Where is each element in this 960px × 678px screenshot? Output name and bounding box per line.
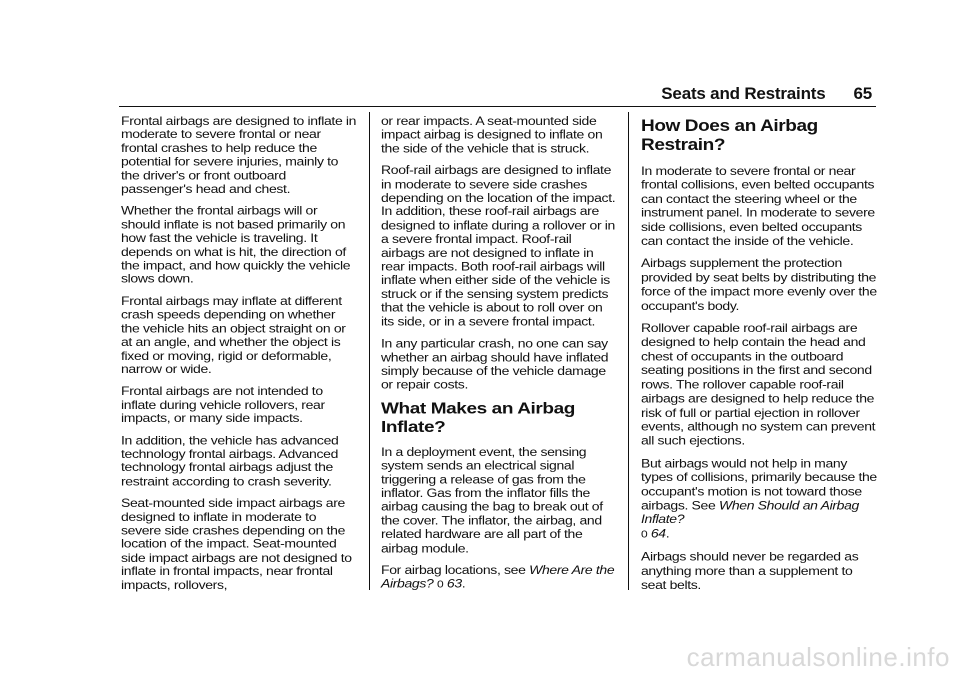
ref-page[interactable]: 63 [446, 576, 462, 591]
paragraph: Seat-mounted side impact airbags are designed to inflate in moderate to severe side crashes depending on the location of the impact. Seat-mounted side impact airbags are not designed to inflate in frontal impacts, near frontal impacts, rollovers, [121, 496, 352, 592]
paragraph: In moderate to severe frontal or near frontal collisions, even belted occupants can contact the steering wheel or the instrument panel. In moderate to severe side collisions, even belted occupants can contact the inside of the vehicle. [641, 163, 875, 248]
column-divider [369, 112, 370, 590]
ref-link[interactable]: Where Are the Airbags? [381, 563, 615, 591]
page-number: 65 [853, 84, 872, 103]
paragraph: Roof-rail airbags are designed to inflate in moderate to severe side crashes depending on the location of the impact. In addition, these roof-rail airbags are designed to inflate during a rollover or in a severe frontal impact. Roof-rail airbags are not designed to inflate in rear impacts. Both roof-rail airbags will inflate when either side of the vehicle is struck or if the sensing system predicts that the vehicle is about to roll over on its side, or in a severe frontal impact. [381, 163, 616, 328]
column-1 [121, 114, 357, 600]
column-3 [641, 114, 877, 600]
paragraph: or rear impacts. A seat-mounted side impact airbag is designed to inflate on the side of the vehicle that is struck. [381, 114, 603, 155]
page-header [661, 84, 872, 104]
ref-suffix: . [665, 526, 670, 540]
ref-page[interactable]: 64 [650, 526, 666, 540]
page-arrow-icon: 0 [437, 578, 444, 591]
ref-link[interactable]: When Should an Airbag Inflate? [641, 498, 859, 526]
column-2 [381, 114, 617, 600]
paragraph: In a deployment event, the sensing system sends an electrical signal triggering a release of gas from the inflator. Gas from the inflator fills the airbag causing the bag to break out of the cover. The inflator, the airbag, and related hardware are all part of the airbag module. [381, 445, 603, 555]
column-divider [628, 112, 629, 590]
ref-text: For airbag locations, see [381, 563, 530, 577]
paragraph: Frontal airbags are designed to inflate in moderate to severe frontal or near frontal crashes to help reduce the potential for severe injuries, mainly to the driver's or front outboard passenger's head and chest. [121, 114, 357, 196]
paragraph: Airbags supplement the protection provided by seat belts by distributing the force of the impact more evenly over the occupant's body. [641, 256, 877, 313]
cross-reference-paragraph [641, 456, 877, 541]
paragraph: Frontal airbags are not intended to inflate during vehicle rollovers, rear impacts, or many side impacts. [121, 384, 325, 425]
cross-reference-paragraph [381, 563, 617, 591]
ref-text: But airbags would not help in many types of collisions, primarily because the occupant's motion is not toward those airbags. See [641, 456, 877, 512]
paragraph: Airbags should never be regarded as anything more than a supplement to seat belts. [641, 549, 859, 592]
header-rule [119, 106, 876, 107]
section-heading: What Makes an Airbag Inflate? [381, 399, 576, 436]
paragraph: In addition, the vehicle has advanced technology frontal airbags. Advanced technology frontal airbags adjust the restraint according to crash severity. [121, 433, 339, 488]
section-heading: How Does an Airbag Restrain? [641, 117, 818, 155]
ref-suffix: . [461, 576, 466, 591]
paragraph: In any particular crash, no one can say whether an airbag should have inflated simply because of the vehicle damage or repair costs. [381, 336, 609, 392]
section-title: Seats and Restraints [661, 84, 826, 103]
watermark: carmanualsonline.info [686, 642, 950, 672]
page-arrow-icon: 0 [641, 527, 648, 540]
paragraph: Whether the frontal airbags will or should inflate is not based primarily on how fast the vehicle is traveling. It depends on what is hit, the direction of the impact, and how quickly the vehicle slows down. [121, 204, 351, 286]
paragraph: Rollover capable roof-rail airbags are designed to help contain the head and chest of occupants in the outboard seating positions in the first and second rows. The rollover capable roof-rail airbags are designed to help reduce the risk of full or partial ejection in rollover events, although no system can prevent all such ejections. [641, 321, 876, 448]
paragraph: Frontal airbags may inflate at different crash speeds depending on whether the vehicle hits an object straight on or at an angle, and whether the object is fixed or moving, rigid or deformable, narrow or wide. [121, 294, 346, 376]
